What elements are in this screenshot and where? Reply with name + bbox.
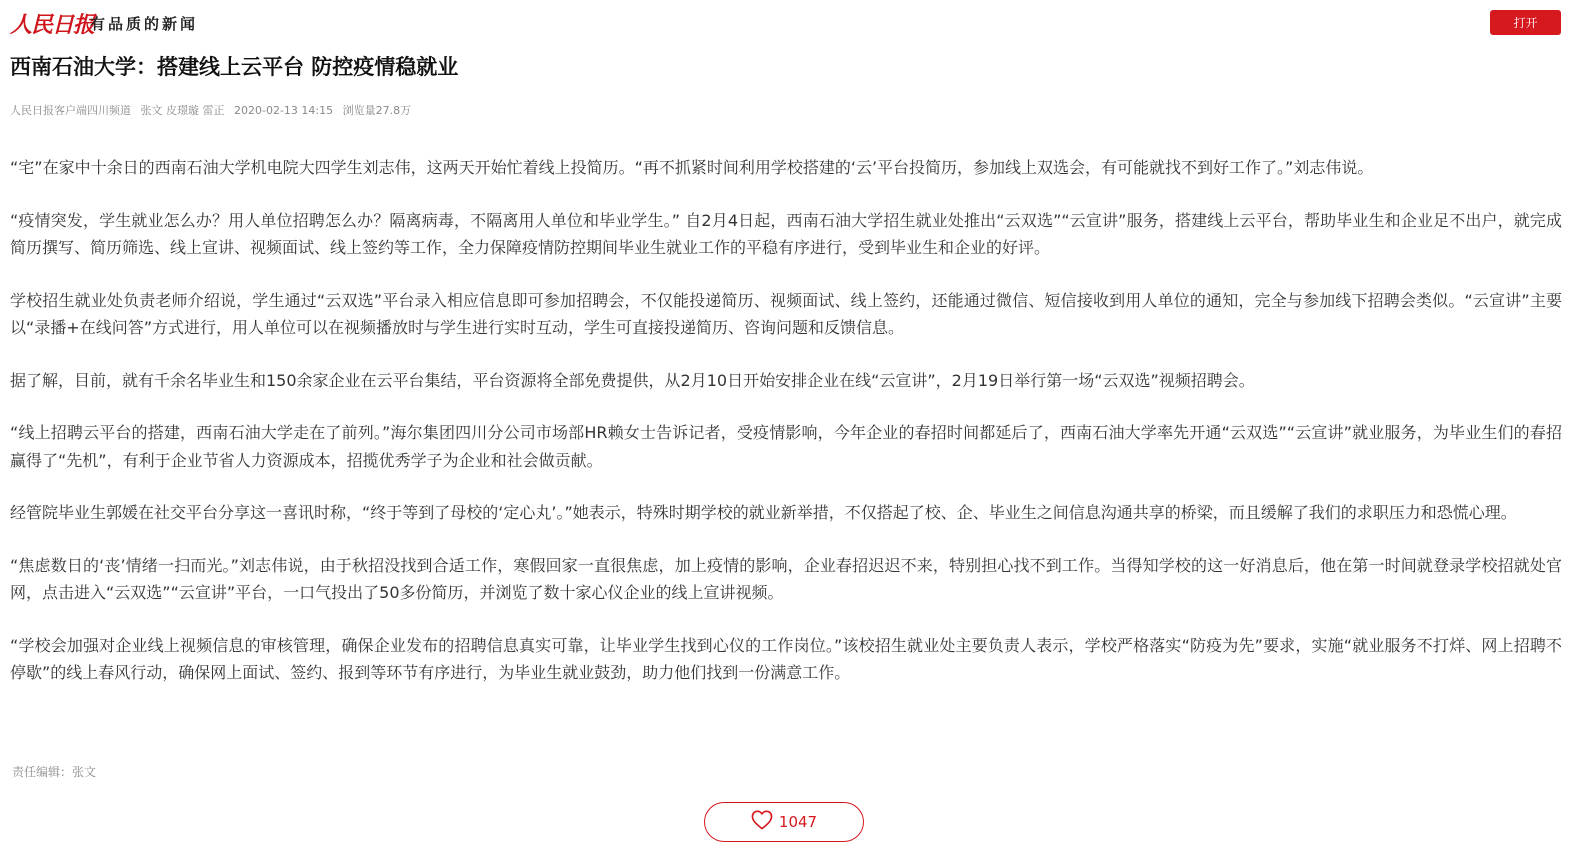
meta-authors: 张文 皮璟璇 雷正 xyxy=(140,104,225,117)
meta-views: 浏览量27.8万 xyxy=(342,104,412,117)
top-bar xyxy=(0,0,1586,44)
heart-icon xyxy=(751,810,779,834)
article-paragraph: “学校会加强对企业线上视频信息的审核管理，确保企业发布的招聘信息真实可靠，让毕业学生找到心仪的工作岗位。”该校招生就业处主要负责人表示，学校严格落实“防疫为先”要求，实施“就业服务不打烊、网上招聘不停歇”的线上春风行动，确保网上面试、签约、报到等环节有序进行，为毕业生就业鼓劲，助力他们找到一份满意工作。 xyxy=(10,635,1562,682)
article-paragraph: “线上招聘云平台的搭建，西南石油大学走在了前列。”海尔集团四川分公司市场部HR赖女士告诉记者，受疫情影响，今年企业的春招时间都延后了，西南石油大学率先开通“云双选”“云宣讲”就业服务，为毕业生们的春招赢得了“先机”，有利于企业节省人力资源成本，招揽优秀学子为企业和社会做贡献。 xyxy=(10,423,1562,470)
responsible-editor: 责任编辑：张文 xyxy=(12,765,97,779)
slogan: 有品质的新闻 xyxy=(90,15,199,33)
article-meta xyxy=(10,102,417,118)
article-body xyxy=(10,154,1562,712)
people-daily-logo[interactable] xyxy=(10,8,94,38)
article-paragraph: “宅”在家中十余日的西南石油大学机电院大四学生刘志伟，这两天开始忙着线上投简历。“再不抓紧时间利用学校搭建的‘云’平台投简历，参加线上双选会，有可能就找不到好工作了。”刘志伟说。 xyxy=(10,158,1374,177)
like-button[interactable] xyxy=(704,802,864,842)
meta-source: 人民日报客户端四川频道 xyxy=(10,104,131,117)
article-paragraph: “焦虑数日的‘丧’情绪一扫而光。”刘志伟说，由于秋招没找到合适工作，寒假回家一直很焦虑，加上疫情的影响，企业春招迟迟不来，特别担心找不到工作。当得知学校的这一好消息后，他在第一时间就登录学校招就处官网，点击进入“云双选”“云宣讲”平台，一口气投出了50多份简历，并浏览了数十家心仪企业的线上宣讲视频。 xyxy=(10,555,1562,602)
like-count: 1047 xyxy=(778,813,818,831)
article-paragraph: 经管院毕业生郭媛在社交平台分享这一喜讯时称，“终于等到了母校的‘定心丸’。”她表示，特殊时期学校的就业新举措，不仅搭起了校、企、毕业生之间信息沟通共享的桥梁，而且缓解了我们的求职压力和恐慌心理。 xyxy=(10,503,1517,522)
article-paragraph: 据了解，目前，就有千余名毕业生和150余家企业在云平台集结，平台资源将全部免费提供，从2月10日开始安排企业在线“云宣讲”，2月19日举行第一场“云双选”视频招聘会。 xyxy=(10,370,1255,390)
logo-text: 人民日报 xyxy=(10,11,95,38)
article-paragraph: “疫情突发，学生就业怎么办？用人单位招聘怎么办？隔离病毒，不隔离用人单位和毕业学生。” 自2月4日起，西南石油大学招生就业处推出“云双选”“云宣讲”服务，搭建线上云平台，帮助毕业生和企业足不出户，就完成简历撰写、简历筛选、线上宣讲、视频面试、线上签约等工作，全力保障疫情防控期间毕业生就业工作的平稳有序进行，受到毕业生和企业的好评。 xyxy=(10,210,1562,257)
open-app-button[interactable]: 打开 xyxy=(1490,10,1561,35)
meta-datetime: 2020-02-13 14:15 xyxy=(234,104,334,117)
article-title: 西南石油大学：搭建线上云平台 防控疫情稳就业 xyxy=(10,55,459,79)
article-paragraph: 学校招生就业处负责老师介绍说，学生通过“云双选”平台录入相应信息即可参加招聘会，不仅能投递简历、视频面试、线上签约，还能通过微信、短信接收到用人单位的通知，完全与参加线下招聘会类似。“云宣讲”主要以“录播+在线问答”方式进行，用人单位可以在视频播放时与学生进行实时互动，学生可直接投递简历、咨询问题和反馈信息。 xyxy=(10,290,1562,337)
